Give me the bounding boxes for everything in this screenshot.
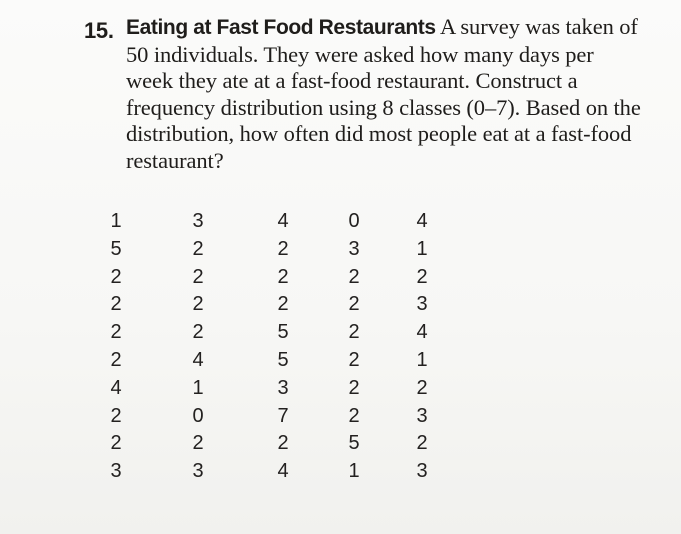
data-column-5 bbox=[402, 208, 442, 486]
data-cell: 4 bbox=[110, 376, 122, 399]
data-cell: 4 bbox=[416, 321, 428, 344]
data-cell: 2 bbox=[192, 321, 204, 344]
data-cell: 2 bbox=[110, 293, 122, 316]
data-cell: 2 bbox=[110, 404, 122, 427]
data-cell: 1 bbox=[110, 210, 122, 232]
data-cell: 3 bbox=[416, 404, 428, 427]
data-column-2 bbox=[178, 208, 218, 486]
data-cell: 2 bbox=[348, 404, 360, 427]
data-cell: 4 bbox=[277, 210, 289, 232]
data-cell: 4 bbox=[277, 460, 289, 483]
data-cell: 3 bbox=[192, 460, 204, 483]
data-cell: 1 bbox=[192, 376, 204, 399]
data-cell: 3 bbox=[416, 293, 428, 316]
data-cell: 0 bbox=[192, 404, 204, 427]
data-cell: 2 bbox=[110, 432, 122, 455]
data-cell: 2 bbox=[416, 376, 428, 399]
data-cell: 5 bbox=[110, 237, 122, 260]
data-cell: 3 bbox=[416, 460, 428, 483]
data-cell: 2 bbox=[348, 321, 360, 344]
problem-statement bbox=[126, 14, 641, 174]
data-cell: 2 bbox=[348, 376, 360, 399]
data-cell: 1 bbox=[348, 460, 360, 483]
data-cell: 2 bbox=[277, 293, 289, 316]
data-cell: 5 bbox=[277, 348, 289, 371]
data-cell: 3 bbox=[192, 210, 204, 232]
data-cell: 2 bbox=[110, 348, 122, 371]
data-cell: 2 bbox=[192, 265, 204, 288]
data-cell: 3 bbox=[110, 460, 122, 483]
data-cell: 2 bbox=[277, 432, 289, 455]
data-column-1 bbox=[96, 208, 136, 486]
data-cell: 2 bbox=[277, 265, 289, 288]
data-cell: 2 bbox=[348, 293, 360, 316]
data-cell: 2 bbox=[348, 348, 360, 371]
problem-body: A survey was taken of 50 individuals. They were asked how many days per week they ate at a fast-food restaurant. Construct a frequency distribution using 8 classes (0–7). Based on the distribution, how often did most people eat at a fast-food restaurant? bbox=[126, 14, 641, 173]
data-cell: 2 bbox=[192, 293, 204, 316]
problem-title: Eating at Fast Food Restaurants bbox=[126, 16, 436, 39]
data-cell: 2 bbox=[192, 432, 204, 455]
data-cell: 1 bbox=[416, 237, 428, 260]
data-cell: 4 bbox=[192, 348, 204, 371]
data-cell: 4 bbox=[416, 210, 428, 232]
data-cell: 5 bbox=[348, 432, 360, 455]
data-cell: 2 bbox=[110, 321, 122, 344]
data-cell: 3 bbox=[277, 376, 289, 399]
data-cell: 2 bbox=[416, 265, 428, 288]
data-cell: 2 bbox=[277, 237, 289, 260]
data-cell: 2 bbox=[192, 237, 204, 260]
problem-number: 15. bbox=[84, 18, 114, 43]
data-column-3 bbox=[263, 208, 303, 486]
data-cell: 2 bbox=[110, 265, 122, 288]
data-column-4 bbox=[334, 208, 374, 486]
data-cell: 0 bbox=[348, 210, 360, 232]
data-cell: 3 bbox=[348, 237, 360, 260]
data-cell: 7 bbox=[277, 404, 289, 427]
data-cell: 1 bbox=[416, 348, 428, 371]
data-cell: 2 bbox=[416, 432, 428, 455]
data-cell: 2 bbox=[348, 265, 360, 288]
data-cell: 5 bbox=[277, 321, 289, 344]
